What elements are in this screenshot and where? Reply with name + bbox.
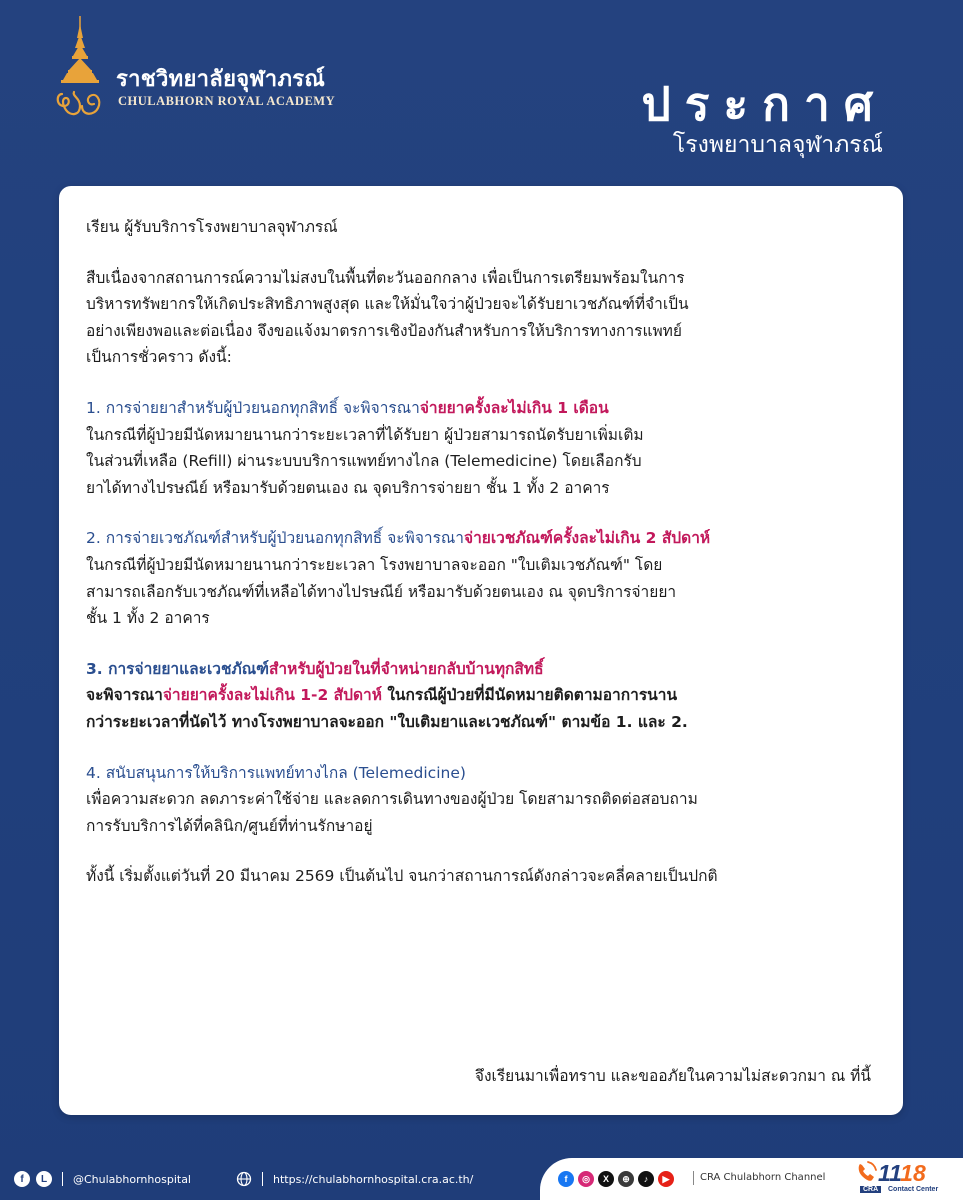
item-4-heading: 4. สนับสนุนการให้บริการแพทย์ทางไกล (Telemedicine) [86,763,466,782]
item-1-line: ในกรณีที่ผู้ป่วยมีนัดหมายนานกว่าระยะเวลาที่ได้รับยา ผู้ป่วยสามารถนัดรับยาเพิ่มเติม [86,425,644,444]
item-3-line1-suffix: ในกรณีผู้ป่วยที่มีนัดหมายติดตามอาการนาน [381,686,678,705]
item-1-heading [86,395,886,422]
footer [0,1158,963,1200]
website-link[interactable]: https://chulabhornhospital.cra.ac.th/ [273,1172,474,1186]
academy-name-english: CHULABHORN ROYAL ACADEMY [118,94,336,108]
item-2-highlight: จ่ายเวชภัณฑ์ครั้งละไม่เกิน 2 สัปดาห์ [464,529,711,548]
salutation: เรียน ผู้รับบริการโรงพยาบาลจุฬาภรณ์ [86,218,338,236]
item-2-line: ชั้น 1 ทั้ง 2 อาคาร [86,609,210,628]
line-icon[interactable]: L [36,1171,52,1187]
call-center-tag: CRA [860,1186,881,1193]
item-3-line1-prefix: จะพิจารณา [86,686,163,705]
closing-statement: จึงเรียนมาเพื่อทราบ และขออภัยในความไม่สะดวกมา ณ ที่นี้ [474,1067,871,1085]
academy-logo [52,14,352,124]
tiktok-icon[interactable]: ♪ [638,1171,654,1187]
item-2-heading-text: 2. การจ่ายเวชภัณฑ์สำหรับผู้ป่วยนอกทุกสิทธิ์ จะพิจารณา [86,529,465,548]
item-3-line: กว่าระยะเวลาที่นัดไว้ ทางโรงพยาบาลจะออก "ใบเติมยาและเวชภัณฑ์" ตามข้อ 1. และ 2. [86,712,688,731]
item-4-line: เพื่อความสะดวก ลดภาระค่าใช้จ่าย และลดการเดินทางของผู้ป่วย โดยสามารถติดต่อสอบถาม [86,790,698,809]
item-3-heading-text: 3. การจ่ายยาและเวชภัณฑ์ [86,659,269,678]
item-3-line [86,682,886,709]
call-center-number: 1118 [878,1160,926,1186]
intro-line: เป็นการชั่วคราว ดังนี้: [86,348,232,367]
footer-channels [540,1158,963,1200]
call-center-label: Contact Center [888,1186,939,1193]
item-2-line: ในกรณีที่ผู้ป่วยมีนัดหมายนานกว่าระยะเวลา โรงพยาบาลจะออก "ใบเติมเวชภัณฑ์" โดย [86,555,663,574]
notice-body [86,214,886,890]
youtube-icon[interactable]: ▶ [658,1171,674,1187]
intro-line: สืบเนื่องจากสถานการณ์ความไม่สงบในพื้นที่ตะวันออกกลาง เพื่อเป็นการเตรียมพร้อมในการ [86,268,685,287]
academy-name-thai: ราชวิทยาลัยจุฬาภรณ์ [116,66,326,92]
item-1-highlight: จ่ายยาครั้งละไม่เกิน 1 เดือน [419,398,609,417]
effective-date: ทั้งนี้ เริ่มตั้งแต่วันที่ 20 มีนาคม 2569 เป็นต้นไป จนกว่าสถานการณ์ดังกล่าวจะคลี่คลายเป็นปกติ [86,867,718,886]
footer-social [14,1171,191,1187]
item-3-heading [86,656,886,683]
item-1-heading-text: 1. การจ่ายยาสำหรับผู้ป่วยนอกทุกสิทธิ์ จะพิจารณา [86,398,420,417]
facebook-icon[interactable]: f [558,1171,574,1187]
notice-card [59,186,903,1115]
announcement-title: ประกาศ [641,77,887,131]
item-3-heading-highlight: สำหรับผู้ป่วยในที่จำหน่ายกลับบ้านทุกสิทธิ์ [268,659,544,678]
item-2-heading [86,525,886,552]
footer-divider [262,1172,263,1186]
item-1-line: ในส่วนที่เหลือ (Refill) ผ่านระบบบริการแพทย์ทางไกล (Telemedicine) โดยเลือกรับ [86,452,642,471]
footer-website [236,1171,473,1187]
globe-icon [236,1171,252,1187]
footer-divider [693,1171,694,1185]
facebook-icon[interactable]: f [14,1171,30,1187]
intro-line: บริหารทรัพยากรให้เกิดประสิทธิภาพสูงสุด และให้มั่นใจว่าผู้ป่วยจะได้รับยาเวชภัณฑ์ที่จำเป็น [86,295,689,314]
call-center-logo[interactable] [856,1160,956,1198]
item-2-line: สามารถเลือกรับเวชภัณฑ์ที่เหลือได้ทางไปรษณีย์ หรือมารับด้วยตนเอง ณ จุดบริการจ่ายยา [86,582,677,601]
channel-name[interactable]: CRA Chulabhorn Channel [700,1172,826,1183]
globe-icon[interactable]: ⊕ [618,1171,634,1187]
channel-icons [558,1171,674,1187]
item-1-line: ยาได้ทางไปรษณีย์ หรือมารับด้วยตนเอง ณ จุดบริการจ่ายยา ชั้น 1 ทั้ง 2 อาคาร [86,478,610,497]
x-icon[interactable]: X [598,1171,614,1187]
footer-divider [62,1172,63,1186]
social-handle[interactable]: @Chulabhornhospital [73,1172,191,1186]
intro-line: อย่างเพียงพอและต่อเนื่อง จึงขอแจ้งมาตรการเชิงป้องกันสำหรับการให้บริการทางการแพทย์ [86,321,682,340]
phone-icon [856,1160,878,1186]
crown-emblem-icon [52,14,108,124]
instagram-icon[interactable]: ◎ [578,1171,594,1187]
item-3-line1-highlight: จ่ายยาครั้งละไม่เกิน 1-2 สัปดาห์ [162,686,382,705]
item-4-line: การรับบริการได้ที่คลินิก/ศูนย์ที่ท่านรักษาอยู่ [86,816,373,835]
hospital-name: โรงพยาบาลจุฬาภรณ์ [672,132,883,158]
